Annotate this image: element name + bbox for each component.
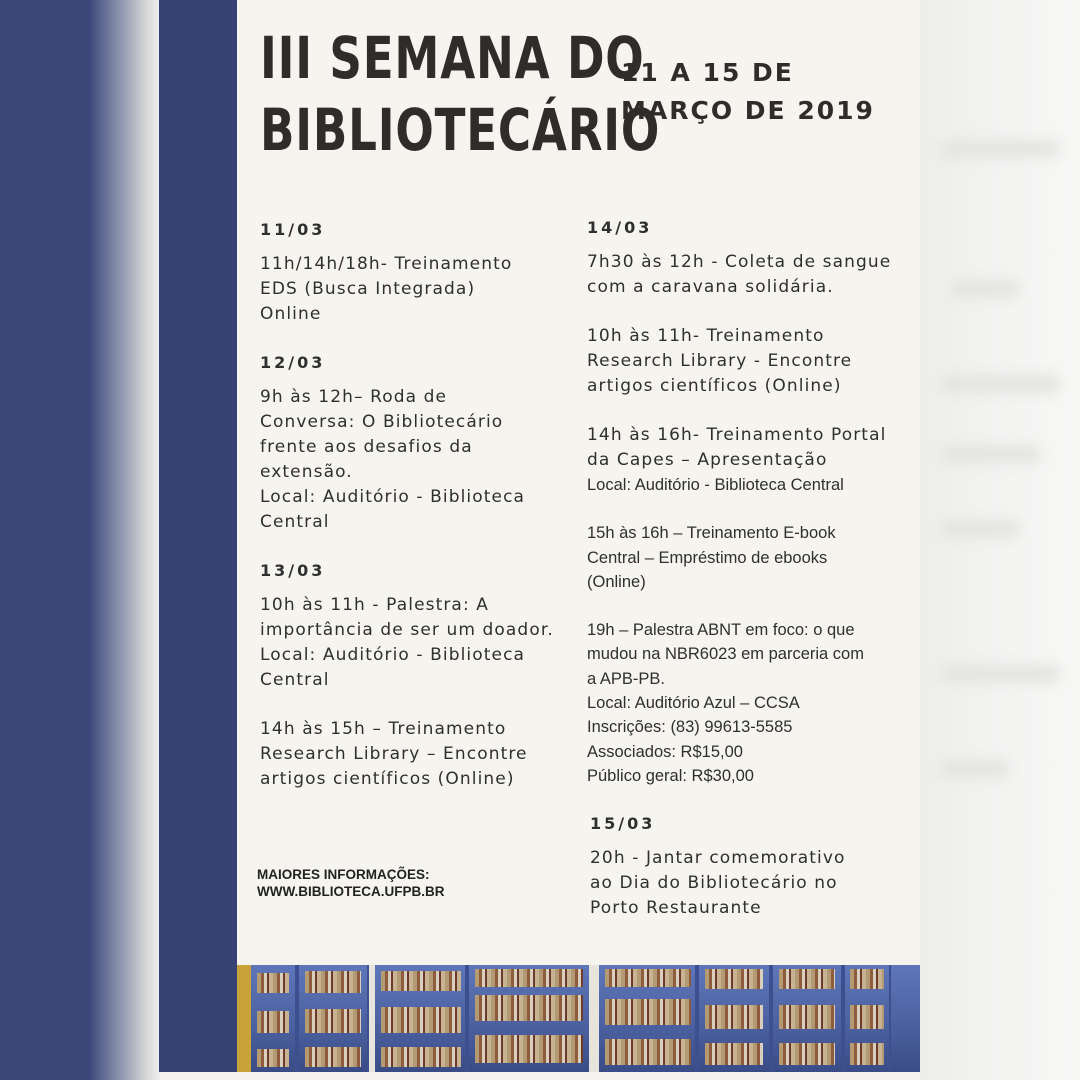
schedule-right-column [587, 216, 907, 945]
more-info [257, 866, 444, 900]
schedule-day [260, 559, 590, 792]
poster-side-bar [159, 0, 237, 1072]
more-info-label: MAIORES INFORMAÇÕES: [257, 867, 430, 882]
event-date-range [621, 54, 911, 130]
bookshelves-photo [237, 965, 920, 1072]
blurred-background-right [920, 0, 1080, 1080]
schedule-entry: 14h às 15h – Treinamento Research Library – Encontre artigos científicos (Online) [260, 719, 528, 789]
day-date: 12/03 [260, 353, 326, 372]
schedule-day [260, 218, 590, 327]
title-line-1: III SEMANA DO [260, 24, 645, 92]
title-line-2: BIBLIOTECÁRIO [260, 96, 661, 164]
schedule-entry: Local: Auditório - Biblioteca Central [587, 476, 844, 494]
schedule-entry: 19h – Palestra ABNT em foco: o que mudou na NBR6023 em parceria com a APB-PB. Local: Auditório Azul – CCSA Inscrições: (83) 99613-5585 Associados: R$15,00 Público geral: R$30,00 [587, 621, 864, 785]
schedule-entry: 10h às 11h - Palestra: A importância de ser um doador. Local: Auditório - Biblioteca Central [260, 595, 554, 690]
schedule-entry: 9h às 12h– Roda de Conversa: O Bibliotecário frente aos desafios da extensão. Local: Auditório - Biblioteca Central [260, 387, 526, 532]
schedule-entry: 15h às 16h – Treinamento E-book Central – Empréstimo de ebooks (Online) [587, 524, 836, 591]
schedule-entry: 14h às 16h- Treinamento Portal da Capes – Apresentação [587, 425, 887, 470]
event-poster [159, 0, 920, 1072]
schedule-left-column [260, 218, 590, 816]
schedule-day [260, 351, 590, 535]
day-date: 14/03 [587, 218, 653, 237]
schedule-day [587, 216, 907, 788]
schedule-entry: 20h - Jantar comemorativo ao Dia do Bibliotecário no Porto Restaurante [590, 848, 846, 919]
schedule-day [590, 812, 907, 921]
schedule-entry: 11h/14h/18h- Treinamento EDS (Busca Integrada) Online [260, 254, 513, 324]
schedule-entry: 7h30 às 12h - Coleta de sangue com a caravana solidária. [587, 252, 892, 297]
date-line-2: MARÇO DE 2019 [621, 96, 875, 125]
blurred-background-left [0, 0, 160, 1080]
poster-title [260, 22, 661, 166]
schedule-entry: 10h às 11h- Treinamento Research Library - Encontre artigos científicos (Online) [587, 326, 853, 396]
day-date: 13/03 [260, 561, 326, 580]
date-line-1: 11 A 15 DE [621, 58, 794, 87]
day-date: 11/03 [260, 220, 326, 239]
day-date: 15/03 [590, 814, 656, 834]
website-link[interactable]: WWW.BIBLIOTECA.UFPB.BR [257, 884, 445, 899]
